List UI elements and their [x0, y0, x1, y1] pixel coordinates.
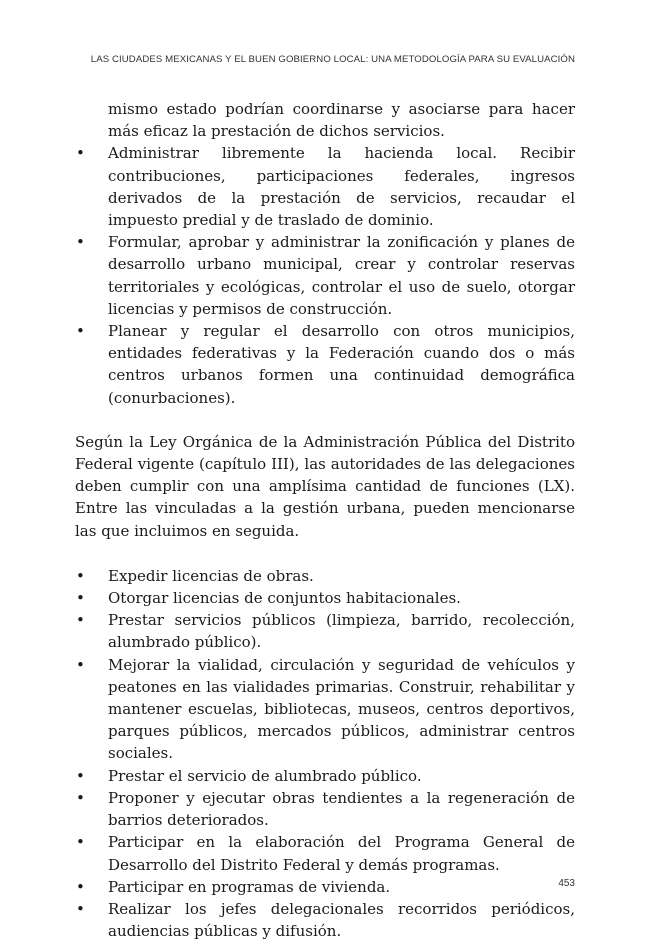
- bullet-icon: •: [76, 655, 85, 674]
- body-paragraph: Según la Ley Orgánica de la Administración Pública del Distrito Federal vigente (capítulo III), las autoridades de las delegaciones deben cumplir con una amplísima cantidad de funciones (LX). Entre las vinculadas a la gestión urbana, pueden mencionarse las que incluimos en seguida.: [75, 432, 575, 540]
- bullet-icon: •: [76, 833, 85, 852]
- bullet-icon: •: [76, 322, 85, 341]
- bullet-icon: •: [76, 144, 85, 163]
- bullet-list-municipal-functions: [75, 142, 575, 408]
- bullet-icon: •: [76, 233, 85, 252]
- list-item-continuation: mismo estado podrían coordinarse y asociarse para hacer más eficaz la prestación de dichos servicios.: [108, 100, 575, 141]
- list-item-text: Planear y regular el desarrollo con otros municipios, entidades federativas y la Federación cuando dos o más centros urbanos formen una continuidad demográfica (conurbaciones).: [108, 322, 575, 407]
- page-number: 453: [558, 878, 575, 889]
- bullet-list-delegation-functions: [75, 565, 575, 942]
- bullet-icon: •: [76, 589, 85, 608]
- list-item: [75, 876, 575, 898]
- list-item: [75, 587, 575, 609]
- bullet-icon: •: [76, 566, 85, 585]
- list-item: [75, 142, 575, 231]
- bullet-icon: •: [76, 877, 85, 896]
- bullet-icon: •: [76, 611, 85, 630]
- list-item-text: Mejorar la vialidad, circulación y seguridad de vehículos y peatones en las vialidades primarias. Construir, rehabilitar y mantener escuelas, bibliotecas, museos, centros deportivos, parques públicos, mercados públicos, administrar centros sociales.: [108, 655, 575, 763]
- list-item-text: Proponer y ejecutar obras tendientes a la regeneración de barrios deteriorados.: [108, 788, 575, 830]
- list-item-text: Prestar el servicio de alumbrado público.: [108, 766, 422, 785]
- bullet-icon: •: [76, 788, 85, 807]
- page-body: [75, 98, 575, 942]
- running-header: LAS CIUDADES MEXICANAS Y EL BUEN GOBIERNO LOCAL: UNA METODOLOGÍA PARA SU EVALUACIÓN: [90, 54, 575, 65]
- list-item: [75, 898, 575, 942]
- list-item: [75, 565, 575, 587]
- list-item: [75, 609, 575, 653]
- list-item-text: Formular, aprobar y administrar la zonificación y planes de desarrollo urbano municipal, crear y controlar reservas territoriales y ecológicas, controlar el uso de suelo, otorgar licencias y permisos de construcción.: [108, 233, 575, 318]
- list-item: [75, 787, 575, 831]
- list-item-text: Administrar libremente la hacienda local. Recibir contribuciones, participaciones federales, ingresos derivados de la prestación de servicios, recaudar el impuesto predial y de traslado de dominio.: [108, 144, 575, 230]
- list-item: [75, 320, 575, 409]
- list-item-text: Realizar los jefes delegacionales recorridos periódicos, audiencias públicas y difusión.: [108, 899, 575, 941]
- list-item: [75, 654, 575, 765]
- list-item-text: Otorgar licencias de conjuntos habitacionales.: [108, 589, 461, 608]
- list-item-text: Participar en programas de vivienda.: [108, 877, 391, 896]
- list-item-text: Participar en la elaboración del Programa General de Desarrollo del Distrito Federal y demás programas.: [108, 833, 575, 874]
- list-item: [75, 231, 575, 320]
- bullet-icon: •: [76, 899, 85, 918]
- list-item-text: Expedir licencias de obras.: [108, 566, 314, 585]
- bullet-icon: •: [76, 766, 85, 785]
- list-item-text: Prestar servicios públicos (limpieza, barrido, recolección, alumbrado público).: [108, 611, 575, 652]
- list-item: [75, 831, 575, 875]
- list-item: [75, 765, 575, 787]
